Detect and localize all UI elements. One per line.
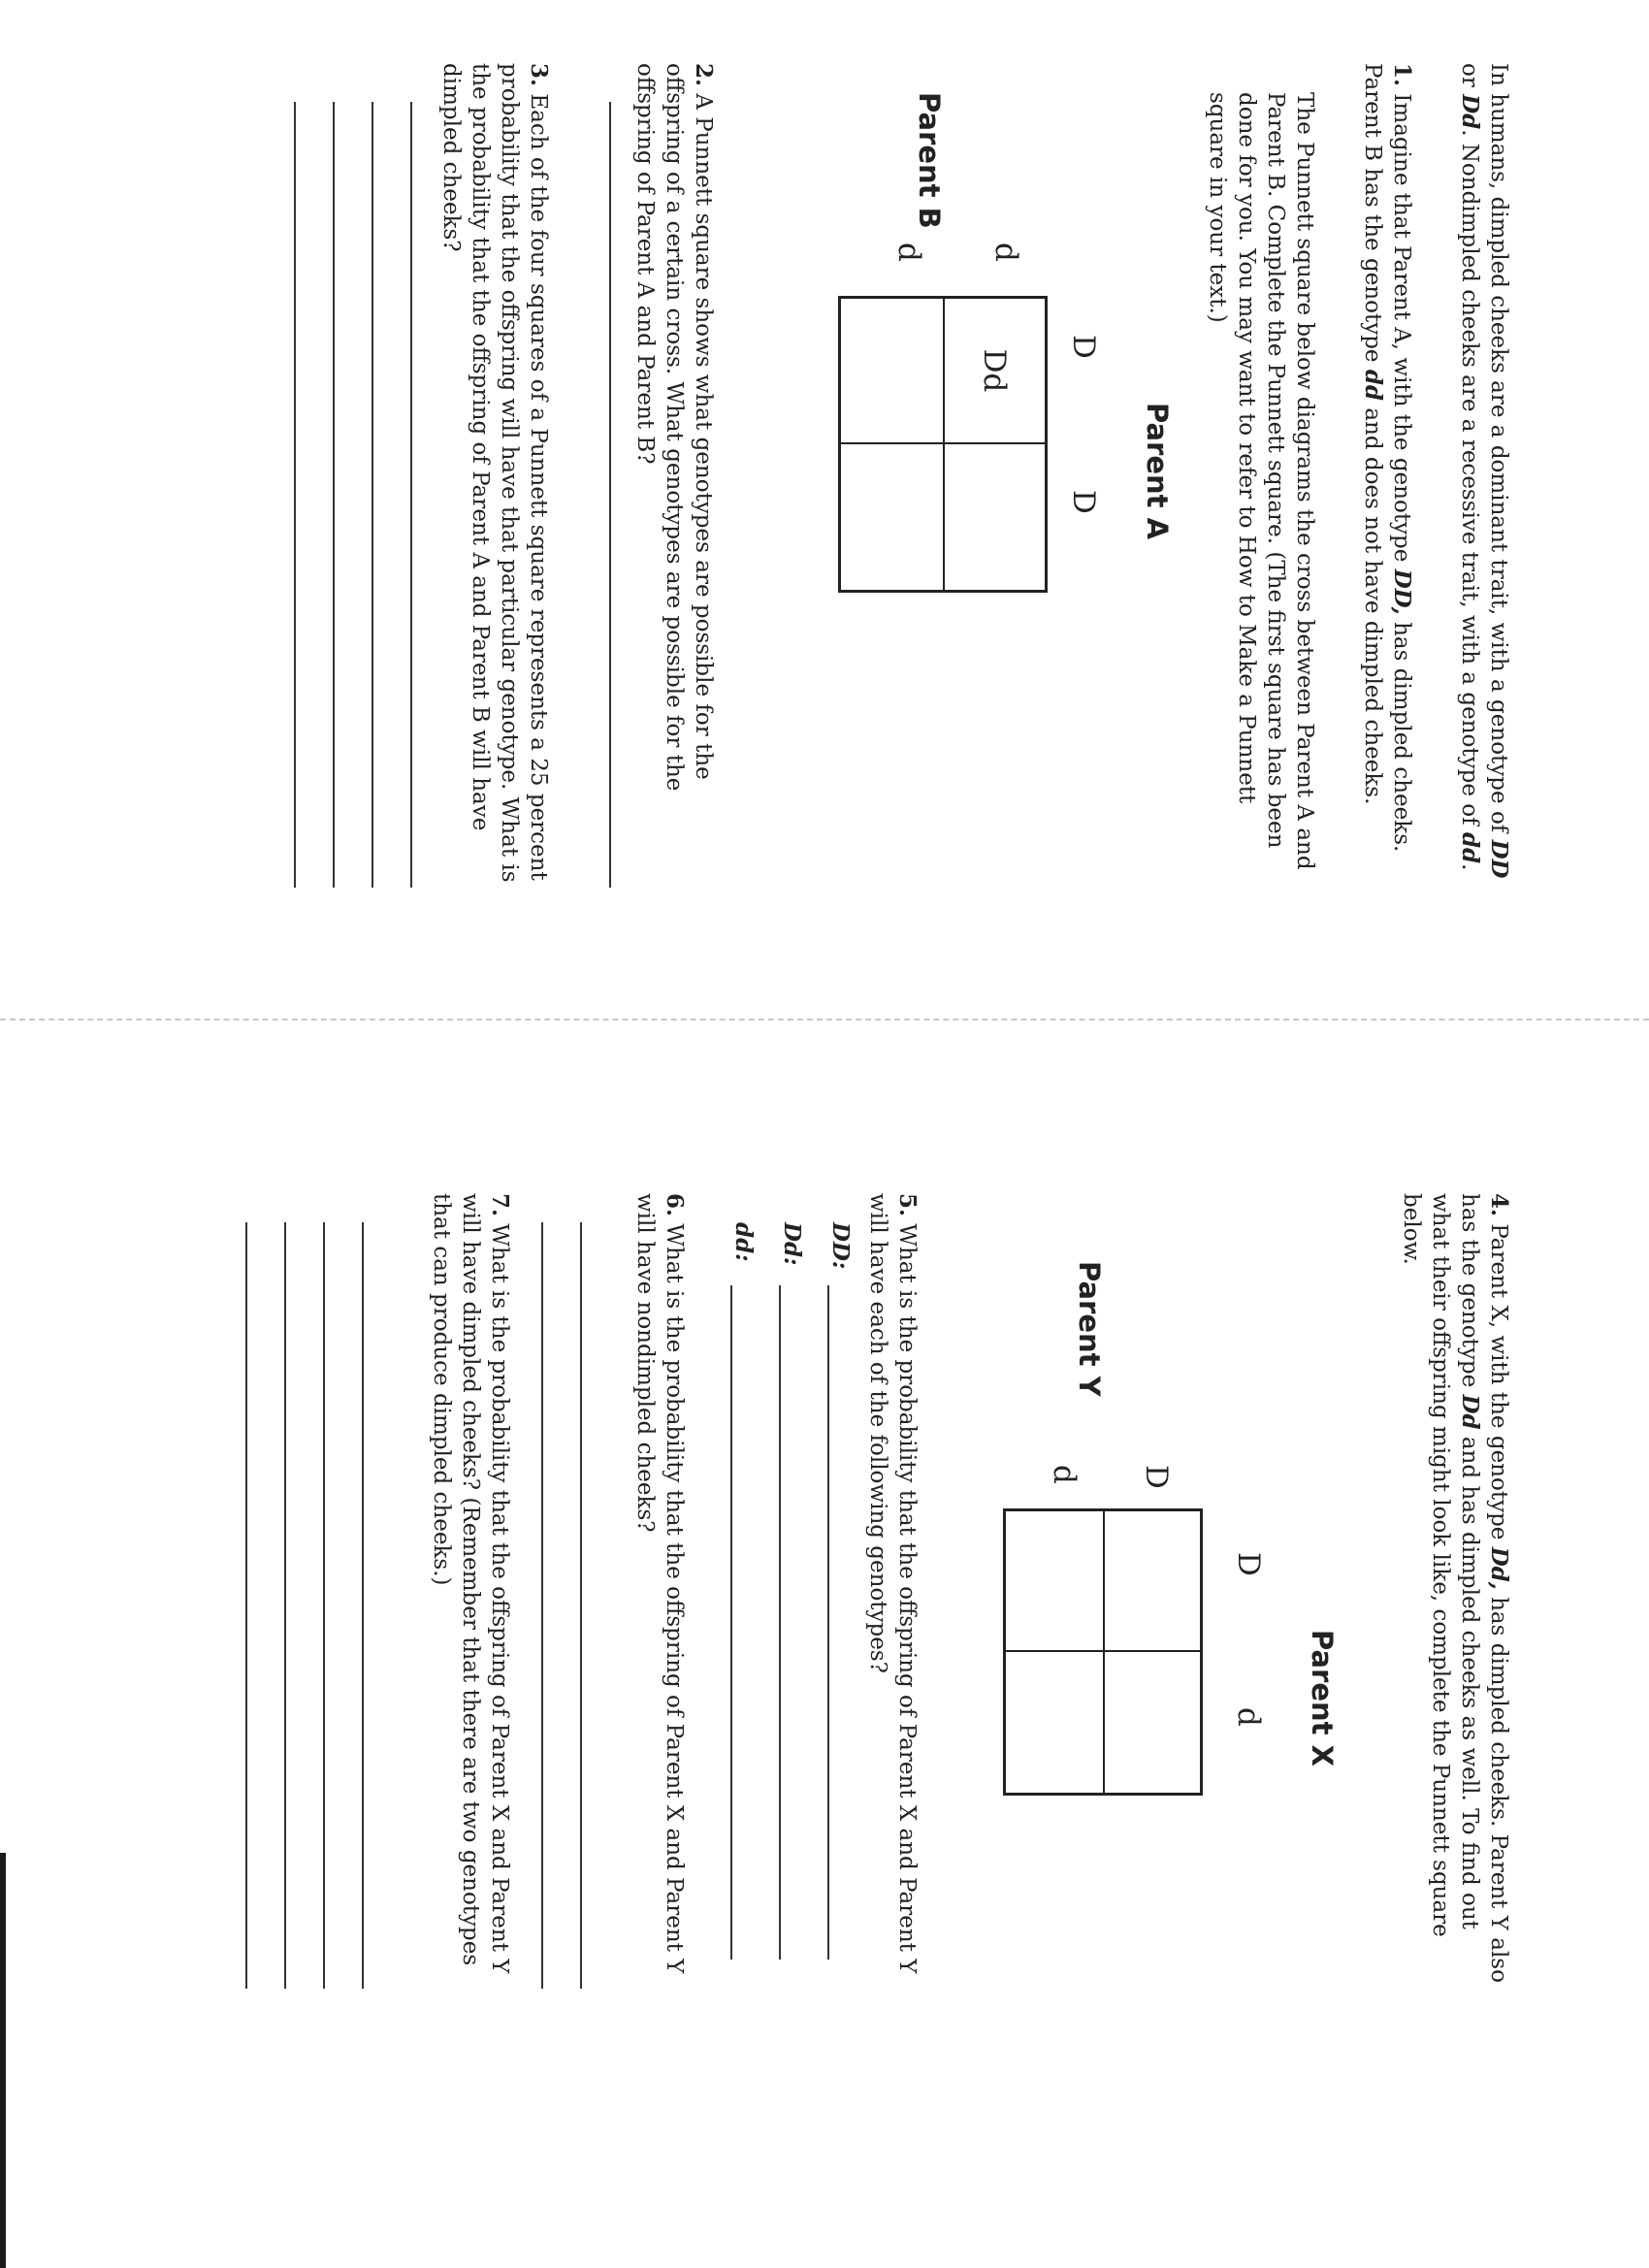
answer-line[interactable] xyxy=(294,102,296,888)
question-5: 5. What is the probability that the offspring of Parent X and Parent Y will have each of the following genotypes? xyxy=(865,1193,921,1974)
answer-line[interactable] xyxy=(323,1222,325,1989)
punnett-square-1 xyxy=(838,296,1048,593)
question-4: 4. Parent X, with the genotype Dd, has dimpled cheeks. Parent Y also has the genotype Dd and has dimpled cheeks as well. To find out what their offspring might look like, complete the Punnett square below. xyxy=(1399,1193,1512,1983)
allele-col-1: D xyxy=(1066,335,1101,359)
allele-row-1: d xyxy=(988,243,1023,262)
parent-x-header: Parent X xyxy=(1306,1630,1339,1766)
allele-row-1: D xyxy=(1139,1465,1174,1489)
answer-line[interactable] xyxy=(362,1222,364,1989)
punnett-cell[interactable] xyxy=(841,299,943,444)
answer-line[interactable] xyxy=(779,1285,781,1960)
answer-line[interactable] xyxy=(410,102,412,888)
parent-b-header: Parent B xyxy=(913,92,946,229)
question-2: 2. A Punnett square shows what genotypes are possible for the offspring of a certain cross. What genotypes are possible for the offspring of Parent A and Parent B? xyxy=(632,63,717,792)
answer-line[interactable] xyxy=(284,1222,286,1989)
answer-line[interactable] xyxy=(580,1222,582,1989)
question-1: 1. Imagine that Parent A, with the genotype DD, has dimpled cheeks. Parent B has the genotype dd and does not have dimpled cheeks. xyxy=(1360,63,1415,853)
answer-line[interactable] xyxy=(609,102,611,888)
punnett-cell[interactable] xyxy=(1103,1652,1200,1793)
page-fold-line xyxy=(0,1019,1649,1021)
worksheet-page-top xyxy=(155,63,1513,897)
answer-line[interactable] xyxy=(730,1285,732,1960)
punnett-cell[interactable]: Dd xyxy=(943,299,1045,444)
punnett-cell[interactable] xyxy=(1006,1511,1103,1652)
punnett-square-2 xyxy=(1003,1508,1203,1796)
genotype-label-dd-mixed: Dd: xyxy=(779,1222,805,1266)
answer-line[interactable] xyxy=(333,102,335,888)
parent-y-header: Parent Y xyxy=(1073,1261,1106,1397)
allele-row-2: d xyxy=(891,243,926,262)
punnett-cell[interactable] xyxy=(1006,1652,1103,1793)
answer-line[interactable] xyxy=(541,1222,543,1989)
punnett-cell[interactable] xyxy=(943,444,1045,590)
allele-col-2: D xyxy=(1066,490,1101,514)
genotype-label-dd-upper: DD: xyxy=(827,1222,854,1270)
allele-col-1: D xyxy=(1231,1552,1266,1576)
parent-a-header: Parent A xyxy=(1141,403,1174,540)
answer-line[interactable] xyxy=(827,1285,829,1960)
punnett-cell[interactable] xyxy=(841,444,943,590)
question-6: 6. What is the probability that the offspring of Parent X and Parent Y will have nondimpled cheeks? xyxy=(632,1193,688,1974)
answer-line[interactable] xyxy=(372,102,373,888)
question-7: 7. What is the probability that the offspring of Parent X and Parent Y will have dimpled cheeks? (Remember that there are two genotypes that can produce dimpled cheeks.) xyxy=(429,1193,513,1974)
question-1-instructions: The Punnett square below diagrams the cross between Parent A and Parent B. Complete the Punnett square. (The first square has been done for you. You may want to refer to How to Make a Punnett square in your text.) xyxy=(1205,92,1317,870)
allele-row-2: d xyxy=(1047,1465,1082,1484)
genotype-label-dd-lower: dd: xyxy=(730,1222,757,1262)
intro-paragraph: In humans, dimpled cheeks are a dominant trait, with a genotype of DD or Dd. Nondimpled cheeks are a recessive trait, with a genotype of dd. xyxy=(1457,63,1512,879)
allele-col-2: d xyxy=(1231,1707,1266,1727)
answer-line[interactable] xyxy=(245,1222,247,1989)
scan-edge xyxy=(0,1853,6,2268)
worksheet-page-bottom xyxy=(155,1164,1513,1998)
question-3: 3. Each of the four squares of a Punnett square represents a 25 percent probability that the offspring will have that particular genotype. What is the probability that the offspring of Parent A and Parent B will have dimpled cheeks? xyxy=(438,63,552,883)
punnett-cell[interactable] xyxy=(1103,1511,1200,1652)
